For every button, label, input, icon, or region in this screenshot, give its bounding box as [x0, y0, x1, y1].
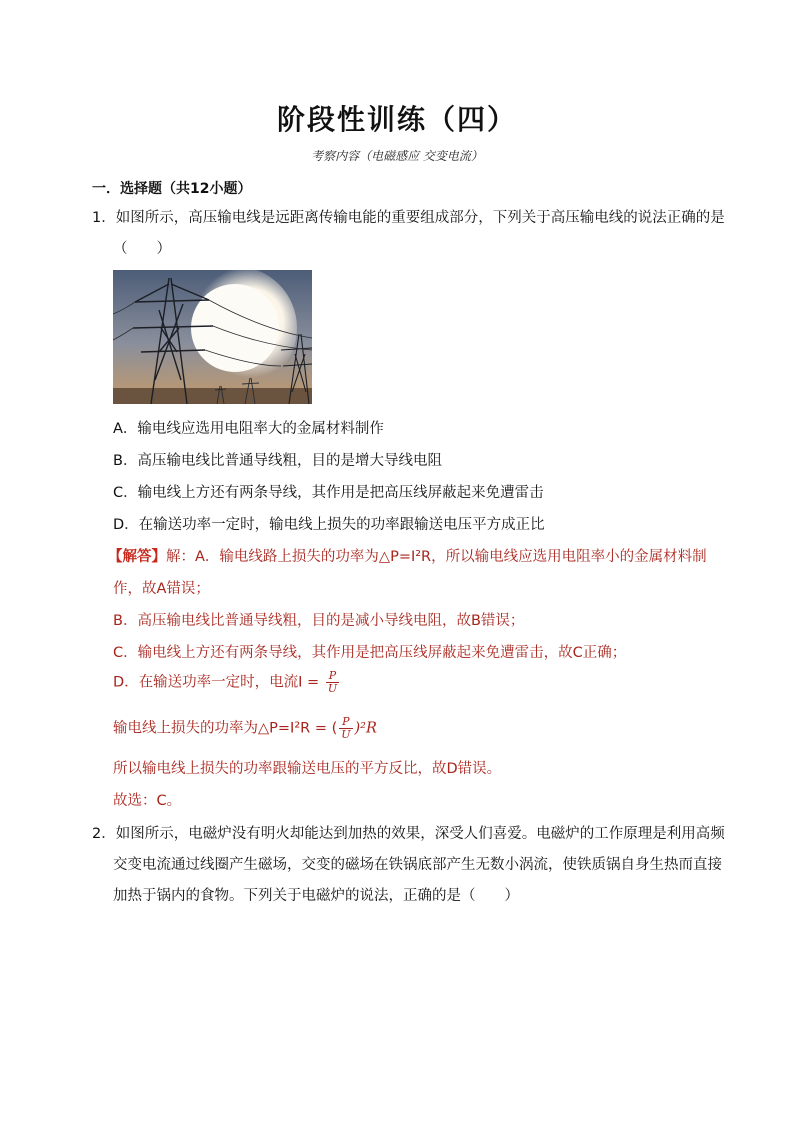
answer-text-1: 解：A．输电线路上损失的功率为△P=I²R，所以输电线应选用电阻率小的金属材料制	[166, 549, 707, 565]
power-fraction-numerator: P	[339, 716, 352, 729]
power-line-photo	[113, 270, 312, 404]
q2-stem-3: 加热于锅内的食物。下列关于电磁炉的说法，正确的是（ ）	[113, 888, 519, 904]
q2-stem-2: 交变电流通过线圈产生磁场，交变的磁场在铁锅底部产生无数小涡流，使铁质锅自身生热而直接	[113, 857, 722, 873]
answer-text-6-suffix: )²R	[354, 720, 377, 737]
answer-line-8: 故选：C。	[113, 793, 182, 809]
q1-stem: 1．如图所示，高压输电线是远距离传输电能的重要组成部分，下列关于高压输电线的说法正确的是	[92, 210, 725, 226]
answer-line-4: C．输电线上方还有两条导线，其作用是把高压线屏蔽起来免遭雷击，故C正确；	[113, 645, 627, 661]
answer-text-5: D．在输送功率一定时，电流I =	[113, 674, 320, 691]
power-fraction-denominator: U	[341, 728, 351, 741]
current-fraction	[326, 670, 339, 695]
q2-stem-1: 2．如图所示，电磁炉没有明火却能达到加热的效果，深受人们喜爱。电磁炉的工作原理是利用高频	[92, 826, 725, 842]
fraction-denominator: U	[327, 682, 338, 695]
page-title: 阶段性训练（四）	[276, 103, 517, 136]
q1-option-d: D．在输送功率一定时，输电线上损失的功率跟输送电压平方成正比	[113, 517, 545, 533]
answer-text-6-prefix: 输电线上损失的功率为△P=I²R = (	[113, 720, 338, 737]
answer-line-5	[113, 670, 341, 695]
answer-tag: 【解答】	[108, 549, 166, 565]
q1-option-a: A．输电线应选用电阻率大的金属材料制作	[113, 421, 384, 437]
q1-option-c: C．输电线上方还有两条导线，其作用是把高压线屏蔽起来免遭雷击	[113, 485, 544, 501]
q1-stem-bracket: （ ）	[113, 241, 171, 257]
section-heading: 一．选择题（共12小题）	[92, 181, 252, 197]
fraction-numerator: P	[326, 670, 339, 683]
q1-option-b: B．高压输电线比普通导线粗，目的是增大导线电阻	[113, 453, 442, 469]
answer-line-3: B．高压输电线比普通导线粗，目的是减小导线电阻，故B错误；	[113, 613, 525, 629]
page-subtitle: 考察内容（电磁感应 交变电流）	[311, 149, 483, 163]
answer-line-7: 所以输电线上损失的功率跟输送电压的平方反比，故D错误。	[113, 761, 502, 777]
answer-line-1	[108, 547, 707, 567]
power-fraction	[339, 716, 352, 741]
answer-line-2: 作，故A错误；	[113, 581, 210, 597]
answer-line-6	[113, 716, 377, 741]
